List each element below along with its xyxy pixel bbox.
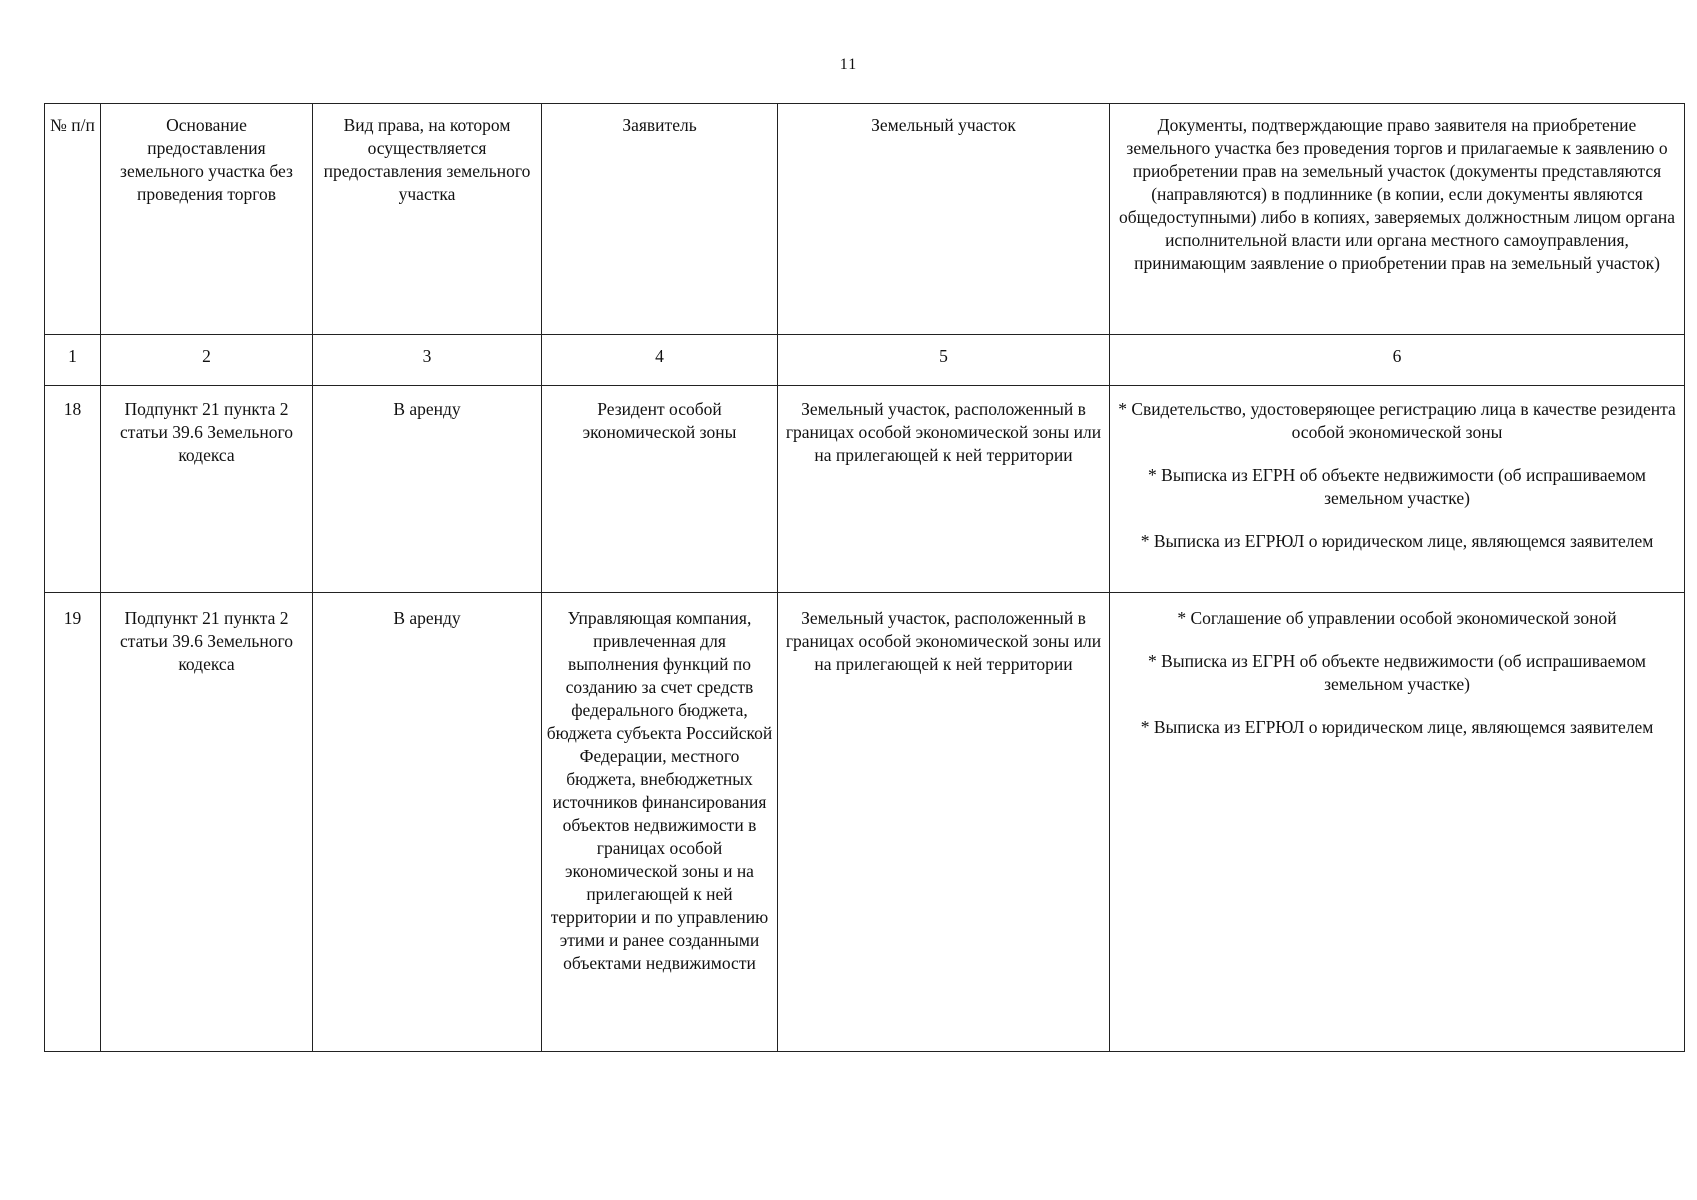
basis-cell: Подпункт 21 пункта 2 статьи 39.6 Земельного кодекса — [101, 386, 313, 593]
right-type-cell: В аренду — [313, 386, 542, 593]
header-documents: Документы, подтверждающие право заявителя на приобретение земельного участка без проведения торгов и прилагаемые к заявлению о приобретении прав на земельный участок (документы представляются (направляются) в подлиннике (в копии, если документы являются общедоступными) либо в копиях, заверяемых должностным лицом органа исполнительной власти или органа местного самоуправления, принимающим заявление о приобретении прав на земельный участок) — [1110, 104, 1685, 335]
documents-cell — [1110, 386, 1685, 593]
table-row — [45, 386, 1685, 593]
table-row — [45, 593, 1685, 1052]
header-right-type: Вид права, на котором осуществляется предоставления земельного участка — [313, 104, 542, 335]
row-number: 18 — [45, 386, 101, 593]
document-item: * Выписка из ЕГРН об объекте недвижимости (об испрашиваемом земельном участке) — [1148, 465, 1646, 508]
right-type-cell: В аренду — [313, 593, 542, 1052]
table-header-row — [45, 104, 1685, 335]
land-plot-cell: Земельный участок, расположенный в границах особой экономической зоны или на прилегающей к ней территории — [778, 386, 1110, 593]
column-number: 5 — [778, 335, 1110, 386]
document-item: * Соглашение об управлении особой экономической зоной — [1177, 608, 1617, 628]
row-number: 19 — [45, 593, 101, 1052]
applicant-cell: Управляющая компания, привлеченная для выполнения функций по созданию за счет средств федерального бюджета, бюджета субъекта Российской Федерации, местного бюджета, внебюджетных источников финансирования объектов недвижимости в границах особой экономической зоны и на прилегающей к ней территории и по управлению этими и ранее созданными объектами недвижимости — [542, 593, 778, 1052]
header-land-plot: Земельный участок — [778, 104, 1110, 335]
column-number: 2 — [101, 335, 313, 386]
document-item: * Выписка из ЕГРЮЛ о юридическом лице, являющемся заявителем — [1140, 717, 1654, 737]
header-applicant: Заявитель — [542, 104, 778, 335]
page-number: 11 — [839, 56, 858, 73]
header-number: № п/п — [45, 104, 101, 335]
document-item: * Свидетельство, удостоверяющее регистрацию лица в качестве резидента особой экономической зоны — [1118, 399, 1676, 442]
basis-cell: Подпункт 21 пункта 2 статьи 39.6 Земельного кодекса — [101, 593, 313, 1052]
applicant-cell: Резидент особой экономической зоны — [542, 386, 778, 593]
documents-cell — [1110, 593, 1685, 1052]
header-basis: Основание предоставления земельного участка без проведения торгов — [101, 104, 313, 335]
column-number-row — [45, 335, 1685, 386]
column-number: 3 — [313, 335, 542, 386]
document-item: * Выписка из ЕГРН об объекте недвижимости (об испрашиваемом земельном участке) — [1148, 651, 1646, 694]
column-number: 1 — [45, 335, 101, 386]
document-item: * Выписка из ЕГРЮЛ о юридическом лице, являющемся заявителем — [1140, 531, 1654, 551]
land-grant-table — [44, 103, 1685, 1052]
column-number: 4 — [542, 335, 778, 386]
land-plot-cell: Земельный участок, расположенный в границах особой экономической зоны или на прилегающей к ней территории — [778, 593, 1110, 1052]
column-number: 6 — [1110, 335, 1685, 386]
